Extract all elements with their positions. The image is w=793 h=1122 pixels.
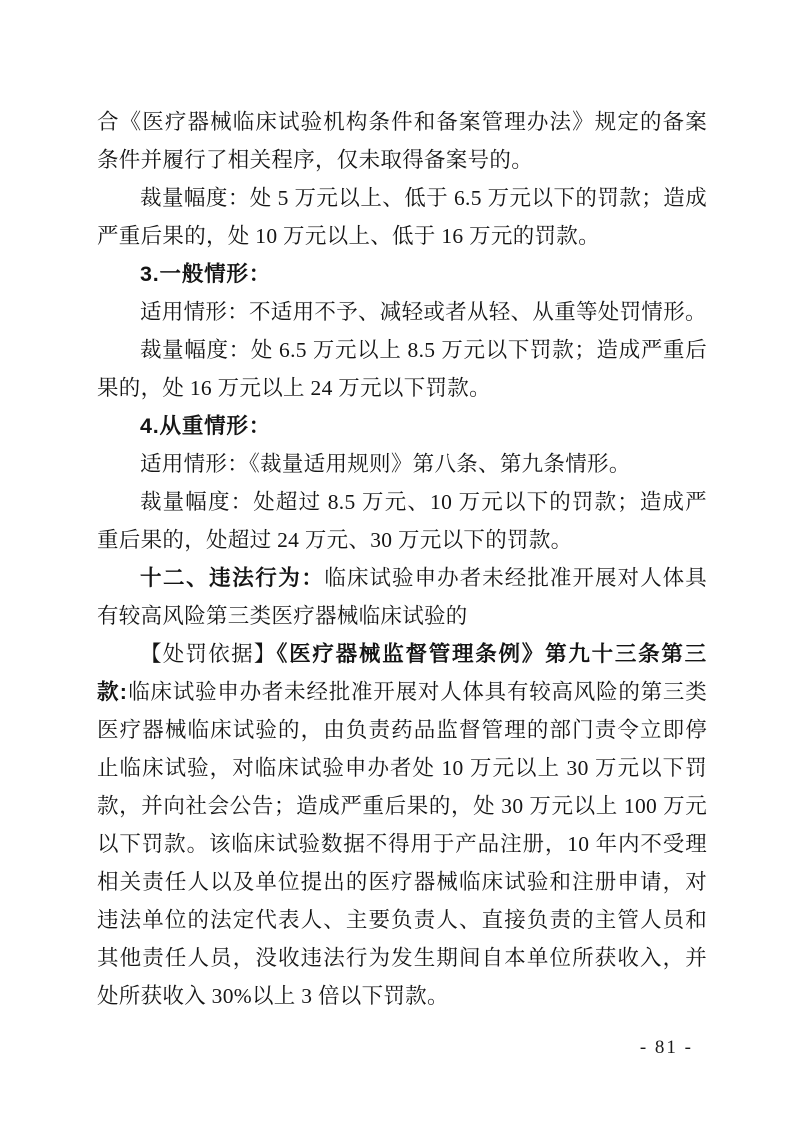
bold-text-run: 4.从重情形： xyxy=(140,414,272,438)
paragraph xyxy=(97,331,707,407)
paragraph xyxy=(97,635,707,1015)
text-run: 适用情形：不适用不予、减轻或者从轻、从重等处罚情形。 xyxy=(140,300,707,324)
bold-text-run: 《医疗器械监督管理条例》第九十三条第三款: xyxy=(97,642,707,704)
text-run: 临床试验申办者未经批准开展对人体具有较高风险的第三类医疗器械临床试验的，由负责药品监督管理的部门责令立即停止临床试验，对临床试验申办者处 10 万元以上 30 万元以下罚款，并向社会公告；造成严重后果的，处 30 万元以上 100 万元以下罚款。该临床试验数据不得用于产品注册，10 年内不受理相关责任人以及单位提出的医疗器械临床试验和注册申请，对违法单位的法定代表人、主要负责人、直接负责的主管人员和其他责任人员，没收违法行为发生期间自本单位所获收入，并处所获收入 30%以上 3 倍以下罚款。 xyxy=(97,680,707,1008)
paragraph xyxy=(97,293,707,331)
document-body xyxy=(97,103,707,1015)
bold-text-run: 3.一般情形： xyxy=(140,262,272,286)
text-run: 合《医疗器械临床试验机构条件和备案管理办法》规定的备案条件并履行了相关程序，仅未取得备案号的。 xyxy=(97,110,707,172)
text-run: 【处罚依据】 xyxy=(140,642,277,666)
page-number: - 81 - xyxy=(639,1037,693,1058)
paragraph xyxy=(97,255,707,293)
paragraph xyxy=(97,407,707,445)
bold-text-run: 十二、违法行为： xyxy=(140,566,325,590)
text-run: 裁量幅度：处超过 8.5 万元、10 万元以下的罚款；造成严重后果的，处超过 24 万元、30 万元以下的罚款。 xyxy=(97,490,707,552)
paragraph xyxy=(97,559,707,635)
paragraph xyxy=(97,103,707,179)
text-run: 裁量幅度：处 6.5 万元以上 8.5 万元以下罚款；造成严重后果的，处 16 万元以上 24 万元以下罚款。 xyxy=(97,338,707,400)
paragraph xyxy=(97,483,707,559)
text-run: 适用情形：《裁量适用规则》第八条、第九条情形。 xyxy=(140,452,631,476)
text-run: 临床试验申办者未经批准开展对人体具有较高风险第三类医疗器械临床试验的 xyxy=(97,566,707,628)
paragraph xyxy=(97,179,707,255)
paragraph xyxy=(97,445,707,483)
text-run: 裁量幅度：处 5 万元以上、低于 6.5 万元以下的罚款；造成严重后果的，处 10 万元以上、低于 16 万元的罚款。 xyxy=(97,186,707,248)
